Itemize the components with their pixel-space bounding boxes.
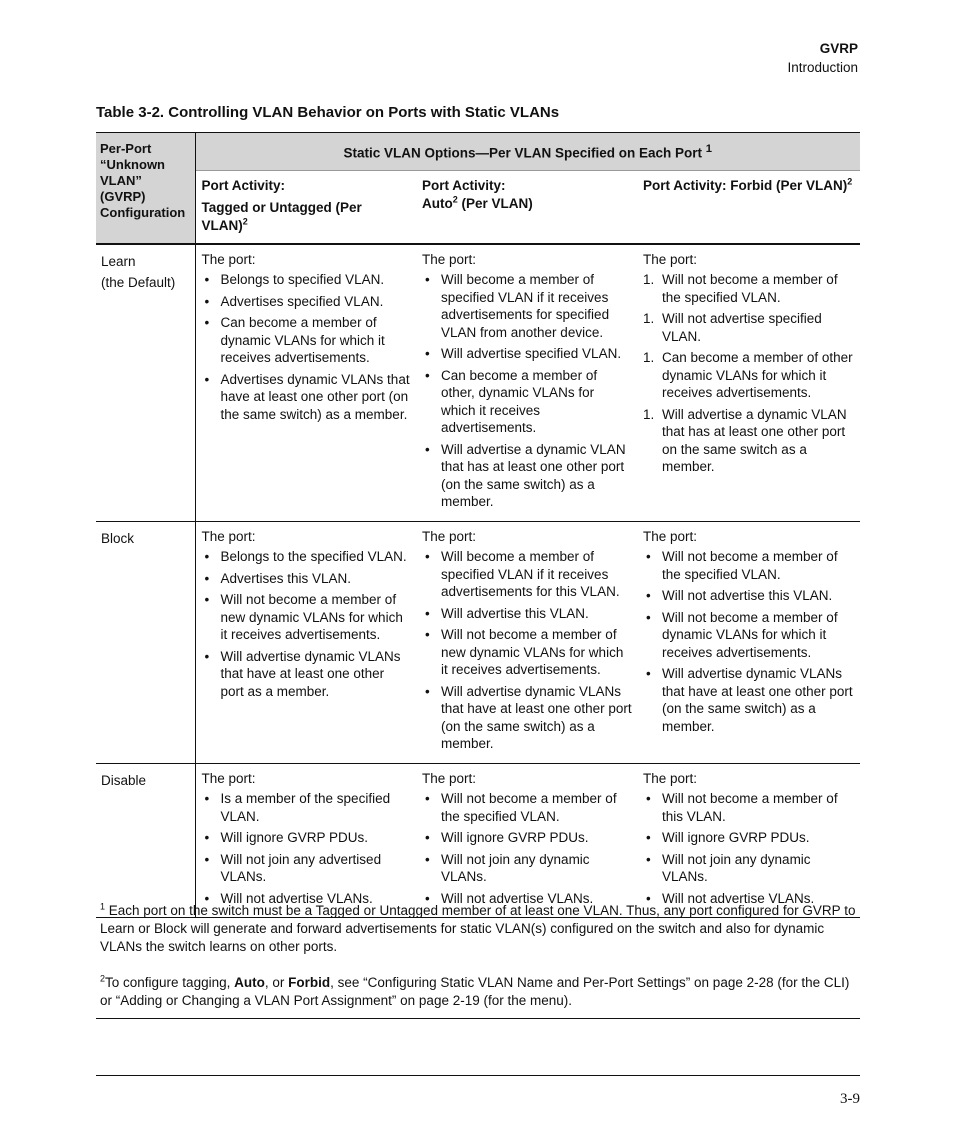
col-header-auto-sup: 2 <box>452 194 458 204</box>
list-item: 1. Will not become a member of the specified VLAN. <box>643 271 855 306</box>
list-item: • Advertises dynamic VLANs that have at least one other port (on the same switch) as a member. <box>202 371 412 424</box>
list-item: 1. Will not advertise specified VLAN. <box>643 310 855 345</box>
running-header-title: GVRP <box>819 41 858 56</box>
list-item: • Will advertise dynamic VLANs that have at least one other port (on the same switch) as a member. <box>422 683 632 753</box>
cell-block-forbid <box>637 521 860 763</box>
col-header-auto-text-a: Auto <box>422 195 453 211</box>
page-number: 3-9 <box>840 1091 860 1107</box>
list-item: • Will not advertise VLANs. <box>643 890 855 908</box>
table-row-learn <box>96 244 860 522</box>
list-item: • Will not become a member of dynamic VLANs for which it receives advertisements. <box>643 609 855 662</box>
table-row-disable <box>96 763 860 918</box>
col-header-tagged-line1: Port Activity: <box>201 177 286 193</box>
footnote-2-marker: 2 <box>100 973 106 984</box>
cell-intro: The port: <box>201 770 256 786</box>
col-header-auto-line2 <box>422 195 631 213</box>
col-header-forbid-text: Port Activity: Forbid (Per VLAN) <box>643 177 848 193</box>
cell-intro: The port: <box>643 251 698 267</box>
cell-intro: The port: <box>422 770 477 786</box>
list-item: • Will ignore GVRP PDUs. <box>422 829 632 847</box>
list-item: • Can become a member of other, dynamic VLANs for which it receives advertisements. <box>422 367 632 437</box>
row-label-block <box>96 521 195 763</box>
table-footnotes <box>96 896 860 1019</box>
list-item: 1. Will advertise a dynamic VLAN that has at least one other port on the same switch as a member. <box>643 406 855 476</box>
row-label-line: Block <box>101 530 135 546</box>
cell-intro: The port: <box>422 528 477 544</box>
list-item: • Will not join any dynamic VLANs. <box>643 851 855 886</box>
list-item: • Will ignore GVRP PDUs. <box>202 829 412 847</box>
col-header-tagged-sup: 2 <box>242 216 248 226</box>
list-item: • Will become a member of specified VLAN if it receives advertisements for this VLAN. <box>422 548 632 601</box>
footer-rule <box>96 1075 860 1076</box>
cell-disable-forbid <box>637 763 860 918</box>
cell-block-tagged <box>195 521 416 763</box>
list-item: • Will not become a member of the specified VLAN. <box>422 790 632 825</box>
list-item: • Will not join any dynamic VLANs. <box>422 851 632 886</box>
list-item: • Will not become a member of new dynamic VLANs for which it receives advertisements. <box>422 626 632 679</box>
list-item: • Will advertise a dynamic VLAN that has at least one other port (on the same switch) as a member. <box>422 441 632 511</box>
cell-intro: The port: <box>201 251 256 267</box>
col-header-auto <box>416 170 637 244</box>
list-item: • Will not become a member of the specified VLAN. <box>643 548 855 583</box>
list-item: • Belongs to the specified VLAN. <box>202 548 412 566</box>
list-item: • Advertises this VLAN. <box>202 570 412 588</box>
list-item: • Advertises specified VLAN. <box>202 293 412 311</box>
list-item: • Will advertise dynamic VLANs that have at least one other port as a member. <box>202 648 412 701</box>
cell-learn-auto <box>416 244 637 522</box>
cell-intro: The port: <box>643 528 698 544</box>
running-header-subtitle: Introduction <box>787 60 858 75</box>
footnote-2-forbid: Forbid <box>288 975 331 990</box>
cell-disable-tagged <box>195 763 416 918</box>
row-label-disable <box>96 763 195 918</box>
cell-learn-forbid <box>637 244 860 522</box>
list-item: • Will not become a member of this VLAN. <box>643 790 855 825</box>
footnote-2-mid: , or <box>264 975 289 990</box>
footnote-1 <box>100 902 860 956</box>
corner-header: Per-Port “Unknown VLAN” (GVRP) Configuration <box>96 133 195 244</box>
row-label-learn <box>96 244 195 522</box>
col-header-forbid-sup: 2 <box>847 176 853 186</box>
banner-footnote-ref: 1 <box>705 143 713 155</box>
footnote-2-post: , see “Configuring Static VLAN Name and Per-Port Settings” on page 2-28 (for the CLI) or “Adding or Changing a VLAN Port Assignment” on page 2-19 (for the menu). <box>100 975 850 1008</box>
row-label-line: (the Default) <box>101 274 176 290</box>
row-label-line: Disable <box>101 772 147 788</box>
footnote-2-auto: Auto <box>234 975 265 990</box>
list-item: • Will not join any advertised VLANs. <box>202 851 412 886</box>
list-item: • Will advertise this VLAN. <box>422 605 632 623</box>
list-item: • Is a member of the specified VLAN. <box>202 790 412 825</box>
col-header-tagged-line2 <box>202 199 411 235</box>
list-item: • Will not become a member of new dynamic VLANs for which it receives advertisements. <box>202 591 412 644</box>
list-item: • Will become a member of specified VLAN if it receives advertisements for specified VLAN from another device. <box>422 271 632 341</box>
footnote-1-text: Each port on the switch must be a Tagged or Untagged member of at least one VLAN. Thus, any port configured for GVRP to Learn or Block will generate and forward advertisements for static VLAN(s) configured on the switch and also for dynamic VLANs the switch learns on other ports. <box>100 903 856 954</box>
static-vlan-options-banner <box>195 133 860 171</box>
banner-text: Static VLAN Options—Per VLAN Specified on Each Port <box>343 145 703 161</box>
footnote-2-pre: To configure tagging, <box>105 975 235 990</box>
cell-intro: The port: <box>422 251 477 267</box>
list-item: • Will advertise dynamic VLANs that have at least one other port (on the same switch) as a member. <box>643 665 855 735</box>
cell-intro: The port: <box>201 528 256 544</box>
cell-learn-tagged <box>195 244 416 522</box>
list-item: • Will not advertise VLANs. <box>422 890 632 908</box>
list-item: • Will ignore GVRP PDUs. <box>643 829 855 847</box>
list-item: • Will not advertise this VLAN. <box>643 587 855 605</box>
list-item: 1. Can become a member of other dynamic VLANs for which it receives advertisements. <box>643 349 855 402</box>
list-item: • Can become a member of dynamic VLANs for which it receives advertisements. <box>202 314 412 367</box>
col-header-tagged-text: Tagged or Untagged (Per VLAN) <box>201 199 362 233</box>
col-header-auto-text-b: (Per VLAN) <box>457 195 533 211</box>
col-header-auto-line1: Port Activity: <box>422 177 506 193</box>
table-caption: Table 3-2. Controlling VLAN Behavior on Ports with Static VLANs <box>96 104 560 121</box>
col-header-forbid-line1 <box>643 177 854 195</box>
col-header-tagged <box>195 170 416 244</box>
footnote-2 <box>100 974 860 1010</box>
table-row-block <box>96 521 860 763</box>
footnote-1-marker: 1 <box>100 901 106 912</box>
list-item: • Will advertise specified VLAN. <box>422 345 632 363</box>
cell-block-auto <box>416 521 637 763</box>
vlan-behavior-table <box>96 132 860 918</box>
cell-intro: The port: <box>643 770 698 786</box>
row-label-line: Learn <box>101 253 136 269</box>
cell-disable-auto <box>416 763 637 918</box>
col-header-forbid <box>637 170 860 244</box>
list-item: • Will not advertise VLANs. <box>202 890 412 908</box>
list-item: • Belongs to specified VLAN. <box>202 271 412 289</box>
